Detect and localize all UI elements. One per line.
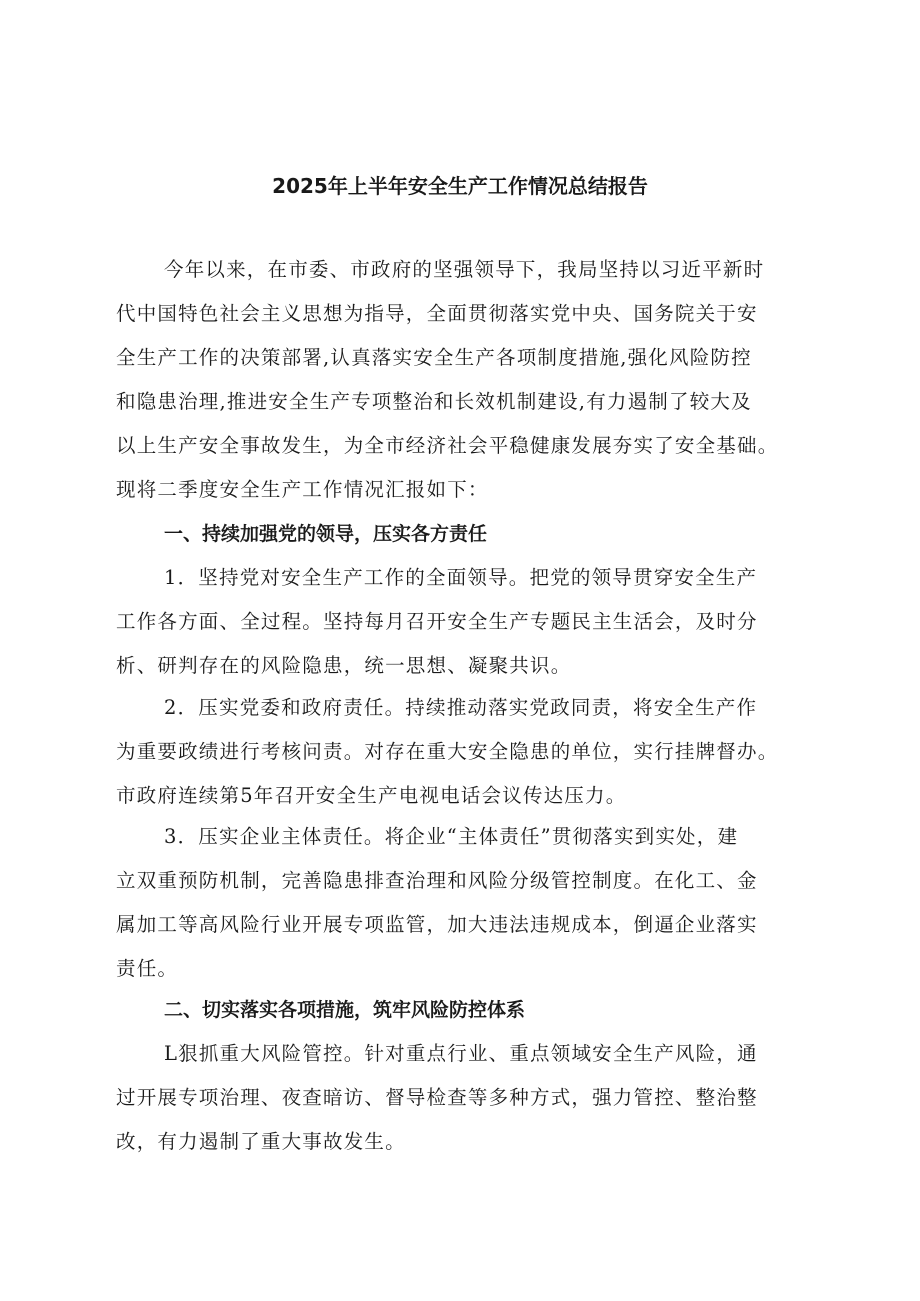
- paragraph-line: 属加工等高风险行业开展专项监管，加大违法违规成本，倒逼企业落实: [116, 913, 758, 936]
- section-2-heading: 二、切实落实各项措施，筑牢风险防控体系: [164, 999, 526, 1021]
- section-2-item-1: [116, 1032, 856, 1164]
- paragraph-line: 1．坚持党对安全生产工作的全面领导。把党的领导贯穿安全生产: [164, 566, 758, 589]
- document-title: 2025年上半年安全生产工作情况总结报告: [272, 174, 648, 198]
- paragraph-line: 责任。: [116, 957, 179, 980]
- intro-paragraph: [116, 248, 856, 512]
- paragraph-line: 为重要政绩进行考核问责。对存在重大安全隐患的单位，实行挂牌督办。: [116, 740, 779, 763]
- paragraph-line: 过开展专项治理、夜查暗访、督导检查等多种方式，强力管控、整治整: [116, 1086, 758, 1109]
- paragraph-line: 市政府连续第5年召开安全生产电视电话会议传达压力。: [116, 784, 627, 807]
- paragraph-line: L狠抓重大风险管控。针对重点行业、重点领域安全生产风险，通: [164, 1042, 758, 1065]
- intro-line: 现将二季度安全生产工作情况汇报如下：: [116, 478, 489, 501]
- paragraph-line: 析、研判存在的风险隐患，统一思想、凝聚共识。: [116, 654, 572, 677]
- intro-line: 和隐患治理,推进安全生产专项整治和长效机制建设,有力遏制了较大及: [116, 390, 752, 413]
- section-1-item-3: [116, 815, 856, 991]
- intro-line: 以上生产安全事故发生，为全市经济社会平稳健康发展夯实了安全基础。: [116, 434, 779, 457]
- intro-line: 今年以来，在市委、市政府的坚强领导下，我局坚持以习近平新时: [164, 258, 765, 281]
- section-1-heading: 一、持续加强党的领导，压实各方责任: [164, 523, 488, 545]
- paragraph-line: 工作各方面、全过程。坚持每月召开安全生产专题民主生活会，及时分: [116, 610, 758, 633]
- intro-line: 代中国特色社会主义思想为指导，全面贯彻落实党中央、国务院关于安: [116, 302, 758, 325]
- section-1-item-2: [116, 686, 856, 818]
- paragraph-line: 立双重预防机制，完善隐患排查治理和风险分级管控制度。在化工、金: [116, 869, 758, 892]
- paragraph-line: 2．压实党委和政府责任。持续推动落实党政同责，将安全生产作: [164, 696, 758, 719]
- intro-line: 全生产工作的决策部署,认真落实安全生产各项制度措施,强化风险防控: [116, 346, 752, 369]
- paragraph-line: 改，有力遏制了重大事故发生。: [116, 1130, 406, 1153]
- section-1-item-1: [116, 556, 856, 688]
- paragraph-line: 3．压实企业主体责任。将企业“主体责任”贯彻落实到实处，建: [164, 825, 739, 848]
